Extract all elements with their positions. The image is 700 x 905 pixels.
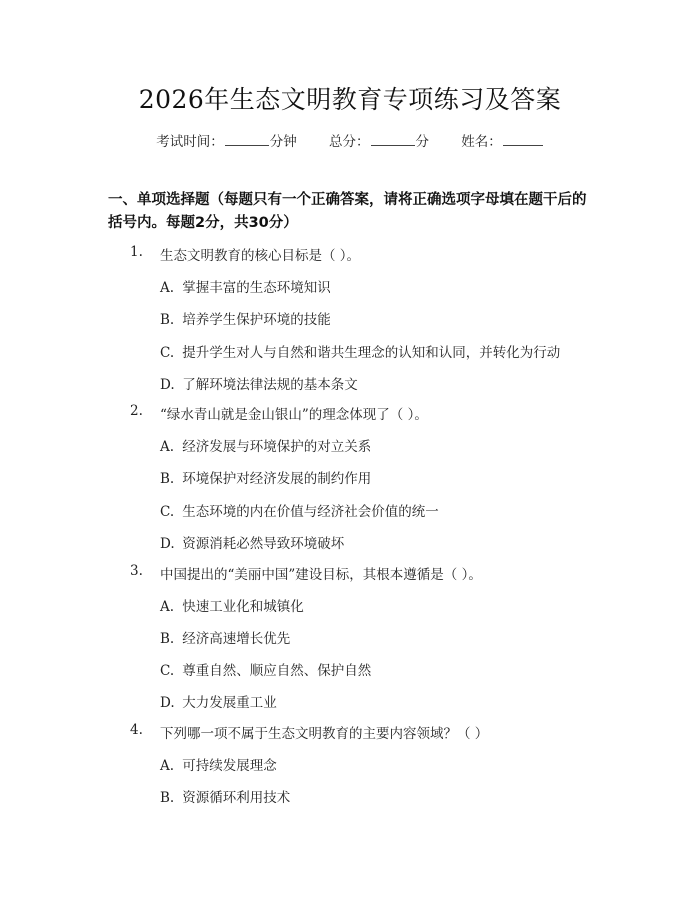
total-score-label: 总分：: [329, 134, 370, 150]
option-letter: B.: [160, 790, 175, 806]
option-letter: B.: [160, 471, 175, 487]
exam-time-unit: 分钟: [269, 134, 297, 150]
option-letter: D.: [160, 695, 175, 711]
option-text: 经济高速增长优先: [182, 631, 291, 647]
option-letter: D.: [160, 377, 175, 393]
total-score-field: [329, 130, 429, 150]
option-1a: [160, 276, 331, 296]
option-text: 提升学生对人与自然和谐共生理念的认知和认同，并转化为行动: [182, 345, 561, 361]
option-text: 培养学生保护环境的技能: [182, 312, 331, 328]
total-score-blank: [371, 133, 415, 146]
option-1d: [160, 373, 358, 393]
option-3c: [160, 659, 371, 679]
option-3b: [160, 627, 290, 647]
exam-info-line: [0, 130, 700, 150]
option-text: 尊重自然、顺应自然、保护自然: [182, 663, 372, 679]
page-title: 2026年生态文明教育专项练习及答案: [138, 85, 562, 114]
option-3a: [160, 595, 304, 615]
option-text: 了解环境法律法规的基本条文: [182, 377, 358, 393]
option-text: 大力发展重工业: [182, 695, 277, 711]
option-2b: [160, 467, 371, 487]
option-4a: [160, 754, 277, 774]
option-letter: C.: [160, 345, 175, 361]
option-letter: A.: [160, 599, 175, 615]
option-letter: B.: [160, 631, 175, 647]
exam-time-label: 考试时间：: [156, 134, 224, 150]
option-3d: [160, 691, 277, 711]
question-stem: “绿水青山就是金山银山”的理念体现了（ ）。: [160, 407, 428, 423]
option-letter: A.: [160, 439, 175, 455]
option-text: 可持续发展理念: [182, 758, 277, 774]
question-number: 4.: [130, 722, 143, 738]
question-number: 2.: [130, 403, 143, 419]
student-name-field: [461, 130, 544, 150]
question-number: 1.: [130, 244, 143, 260]
option-letter: D.: [160, 536, 175, 552]
option-2c: [160, 500, 439, 520]
option-1b: [160, 308, 331, 328]
question-stem: 下列哪一项不属于生态文明教育的主要内容领域？（ ）: [160, 726, 489, 742]
option-text: 掌握丰富的生态环境知识: [182, 280, 331, 296]
student-name-blank: [503, 133, 543, 146]
option-2d: [160, 532, 344, 552]
total-score-unit: 分: [415, 134, 429, 150]
question-stem: 生态文明教育的核心目标是（ ）。: [160, 248, 361, 264]
option-1c: [160, 341, 560, 361]
section-heading-single-choice: 一、单项选择题（每题只有一个正确答案，请将正确选项字母填在题干后的括号内。每题2分，共30分）: [108, 192, 587, 231]
student-name-label: 姓名：: [461, 134, 502, 150]
option-letter: B.: [160, 312, 175, 328]
option-letter: A.: [160, 758, 175, 774]
option-letter: C.: [160, 504, 175, 520]
option-text: 资源循环利用技术: [182, 790, 291, 806]
option-text: 经济发展与环境保护的对立关系: [182, 439, 372, 455]
option-text: 生态环境的内在价值与经济社会价值的统一: [182, 504, 439, 520]
option-text: 环境保护对经济发展的制约作用: [182, 471, 372, 487]
question-stem: 中国提出的“美丽中国”建设目标，其根本遵循是（ ）。: [160, 567, 482, 583]
exam-time-blank: [225, 133, 269, 146]
option-letter: C.: [160, 663, 175, 679]
exam-time-field: [156, 130, 297, 150]
option-2a: [160, 435, 371, 455]
option-text: 快速工业化和城镇化: [182, 599, 304, 615]
option-letter: A.: [160, 280, 175, 296]
question-number: 3.: [130, 563, 143, 579]
option-text: 资源消耗必然导致环境破坏: [182, 536, 345, 552]
option-4b: [160, 786, 290, 806]
